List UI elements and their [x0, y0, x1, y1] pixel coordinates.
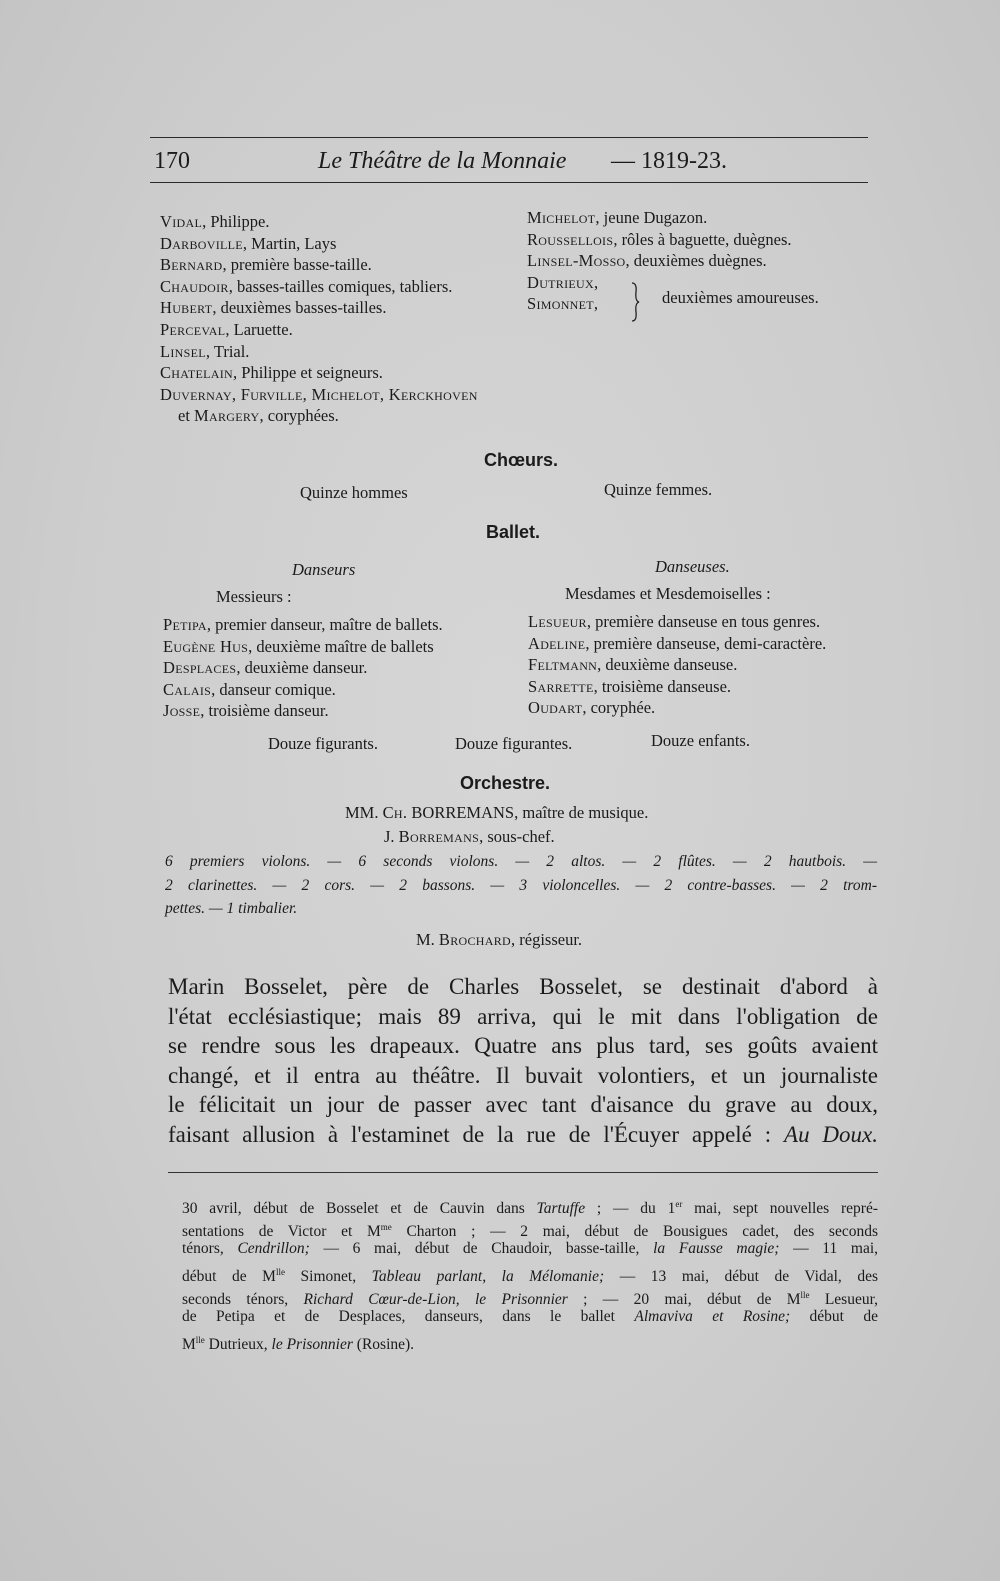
cast-right-name: Simonnet — [527, 294, 594, 314]
danseur-entry — [163, 657, 443, 679]
danseuse-name: Feltmann — [528, 655, 598, 675]
danseurs-list — [163, 614, 443, 722]
cast-right-role: , deuxièmes duègnes. — [625, 251, 767, 271]
cast-left-name: Vidal — [160, 212, 203, 231]
regisseur-rest: , régisseur. — [511, 930, 583, 949]
enfants: Douze enfants. — [651, 731, 750, 750]
cast-left-name: Margery — [194, 406, 260, 426]
footnote-line: début de $M^{lle}$ Simonet, Tableau parlant, la Mélomanie; — 13 mai, début de Vidal, des — [182, 1267, 878, 1286]
danseur-role: , troisième danseur. — [200, 701, 329, 721]
cast-left-role: , deuxièmes basses-tailles. — [212, 298, 387, 318]
footnote-line: sentations de Victor et $M^{me}$ Charton ; — 2 mai, début de Bousigues cadet, des seconds — [182, 1221, 878, 1240]
danseur-entry — [163, 700, 443, 722]
danseur-name: Josse — [163, 701, 201, 721]
cast-left-name: Hubert — [160, 298, 213, 318]
header-bottom-rule — [150, 182, 868, 183]
orchestra-line: pettes. — 1 timbalier. — [165, 900, 298, 917]
chef-initial: Ch. — [382, 803, 408, 822]
danseurs-heading: Danseurs — [292, 560, 356, 579]
cast-left-role: et — [178, 406, 195, 426]
danseuses-list — [528, 611, 826, 719]
paragraph-line: l'état ecclésiastique; mais 89 arriva, qui le mit dans l'obligation de — [168, 1003, 878, 1029]
danseur-entry — [163, 679, 443, 701]
cast-right-role: , rôles à baguette, duègnes. — [613, 229, 792, 249]
cast-left-role: , Martin, Lays — [242, 233, 337, 253]
chef-rest: BORREMANS, maître de musique. — [407, 803, 649, 822]
paragraph-line: faisant allusion à l'estaminet de la rue de l'Écuyer appelé : Au Doux. — [168, 1121, 879, 1147]
cast-left-entry — [160, 276, 478, 298]
cast-left-entry — [160, 405, 478, 427]
danseuse-role: , première danseuse, demi-caractère. — [585, 633, 827, 653]
danseuse-role: , coryphée. — [582, 698, 656, 718]
cast-right-role: , — [593, 272, 599, 292]
messieurs-label: Messieurs : — [216, 587, 292, 606]
cast-right-role: , — [593, 294, 599, 314]
cast-left-name: Duvernay, Furville, Michelot, Kerckhoven — [160, 384, 478, 404]
cast-right-role: , jeune Dugazon. — [595, 208, 708, 227]
footnote-line: 30 avril, début de Bosselet et de Cauvin dans Tartuffe ; — du 1er mai, sept nouvelles repré- — [182, 1199, 878, 1218]
danseur-role: , danseur comique. — [211, 679, 336, 699]
souschef-line — [384, 827, 555, 847]
cast-left-role: , Philippe. — [202, 212, 270, 231]
danseuse-name: Oudart — [528, 698, 583, 718]
cast-left-role: , Trial. — [205, 341, 250, 361]
cast-left-role: , Laruette. — [225, 319, 293, 339]
cast-right-name: Dutrieux — [527, 272, 594, 292]
cast-left-name: Perceval — [160, 319, 226, 339]
figurants: Douze figurants. — [268, 734, 378, 753]
danseur-role: , deuxième danseur. — [236, 658, 368, 678]
footnote-line: seconds ténors, Richard Cœur-de-Lion, le Prisonnier ; — 20 mai, début de $M^{lle}$ Lesueur, — [182, 1289, 879, 1308]
cast-left-entry — [160, 362, 478, 384]
orchestra-line: 2 clarinettes. — 2 cors. — 2 bassons. — 3 violoncelles. — 2 contre-basses. — 2 trom- — [165, 876, 877, 894]
footnote-rule — [168, 1172, 878, 1173]
cast-left-role: , coryphées. — [259, 406, 339, 426]
orchestra-instruments — [165, 850, 877, 921]
souschef-prefix: J. — [384, 827, 399, 846]
choeurs-women: Quinze femmes. — [604, 480, 713, 499]
amoureuses-role: deuxièmes amoureuses. — [662, 288, 819, 307]
danseuse-name: Adeline — [528, 633, 586, 653]
regisseur-line — [416, 930, 582, 950]
header-top-rule — [150, 137, 868, 138]
danseur-name: Petipa — [163, 615, 207, 634]
paragraph-line: se rendre sous les drapeaux. Quatre ans plus tard, ses goûts avaient — [168, 1033, 878, 1058]
cast-left-entry — [160, 254, 478, 276]
danseuse-name: Lesueur — [528, 612, 587, 631]
danseuse-entry — [528, 654, 826, 676]
danseuse-entry — [528, 676, 826, 698]
danseuses-heading: Danseuses. — [655, 557, 730, 576]
footnote-line: ténors, Cendrillon; — 6 mai, début de Chaudoir, basse-taille, la Fausse magie; — 11 mai, — [182, 1240, 879, 1258]
danseuse-name: Sarrette — [528, 676, 594, 696]
danseur-entry — [163, 614, 443, 636]
cast-left-name: Chaudoir — [160, 276, 229, 296]
chef-prefix: MM. — [345, 803, 383, 822]
danseuse-role: , troisième danseuse. — [593, 676, 732, 696]
cast-left-entry — [160, 233, 478, 255]
running-dates: — 1819-23. — [611, 148, 727, 174]
danseur-name: Eugène Hus — [163, 636, 249, 656]
cast-left-role: , première basse-taille. — [222, 255, 372, 275]
cast-right-entry — [527, 229, 792, 251]
cast-right-name: Linsel-Mosso — [527, 251, 626, 271]
cast-right-name: Michelot — [527, 208, 596, 227]
danseuse-role: , première danseuse en tous genres. — [586, 612, 821, 631]
cast-left-name: Chatelain — [160, 363, 234, 383]
danseur-name: Desplaces — [163, 658, 237, 678]
cast-left-entry — [160, 297, 478, 319]
running-header — [150, 148, 868, 182]
cast-left-name: Darboville — [160, 233, 243, 253]
danseuse-entry — [528, 611, 826, 633]
cast-left-name: Bernard — [160, 255, 223, 275]
cast-list-left — [160, 211, 478, 427]
choeurs-heading: Chœurs. — [484, 450, 558, 470]
cast-left-entry — [160, 384, 478, 406]
page-number: 170 — [154, 148, 190, 174]
danseur-role: , premier danseur, maître de ballets. — [206, 615, 443, 634]
paragraph-line: Marin Bosselet, père de Charles Bosselet, se destinait d'abord à — [168, 974, 878, 999]
choeurs-men: Quinze hommes — [300, 483, 408, 502]
running-title: Le Théâtre de la Monnaie — [318, 148, 567, 174]
body-paragraph — [168, 972, 878, 1149]
danseuse-entry — [528, 697, 826, 719]
footnote-block — [182, 1193, 878, 1352]
orchestra-line: 6 premiers violons. — 6 seconds violons. — 2 altos. — 2 flûtes. — 2 hautbois. — — [165, 853, 877, 870]
ballet-heading: Ballet. — [486, 522, 541, 542]
danseuse-role: , deuxième danseuse. — [597, 655, 738, 675]
cast-left-entry — [160, 319, 478, 341]
regisseur-name: Brochard — [438, 930, 512, 949]
cast-left-name: Linsel — [160, 341, 206, 361]
paragraph-line: le félicitait un jour de passer avec tant d'aisance du grave au doux, — [168, 1092, 878, 1117]
mesdames-label: Mesdames et Mesdemoiselles : — [565, 584, 771, 603]
cast-left-role: , basses-tailles comiques, tabliers. — [228, 276, 453, 296]
orchestre-heading: Orchestre. — [460, 773, 551, 793]
danseur-entry — [163, 636, 443, 658]
paragraph-line: changé, et il entra au théâtre. Il buvait volontiers, et un journaliste — [168, 1062, 878, 1088]
paragraph-italic-end: Au Doux. — [784, 1121, 879, 1147]
cast-right-name: Roussellois — [527, 229, 614, 249]
regisseur-prefix: M. — [416, 930, 439, 949]
danseuse-entry — [528, 633, 826, 655]
cast-left-entry — [160, 211, 478, 233]
footnote-line: $M^{lle}$ Dutrieux, le Prisonnier (Rosine). — [182, 1335, 415, 1354]
cast-right-entry — [527, 207, 792, 229]
danseur-role: , deuxième maître de ballets — [248, 636, 434, 656]
cast-right-entry — [527, 250, 792, 272]
souschef-name: Borremans — [398, 827, 480, 846]
cast-left-role: , Philippe et seigneurs. — [233, 363, 383, 383]
cast-left-entry — [160, 341, 478, 363]
brace-icon — [630, 282, 640, 322]
souschef-rest: , sous-chef. — [479, 827, 555, 846]
footnote-line: de Petipa et de Desplaces, danseurs, dans le ballet Almaviva et Rosine; début de — [182, 1308, 878, 1326]
chef-line — [345, 803, 648, 823]
danseur-name: Calais — [163, 679, 212, 699]
figurantes: Douze figurantes. — [455, 734, 573, 753]
